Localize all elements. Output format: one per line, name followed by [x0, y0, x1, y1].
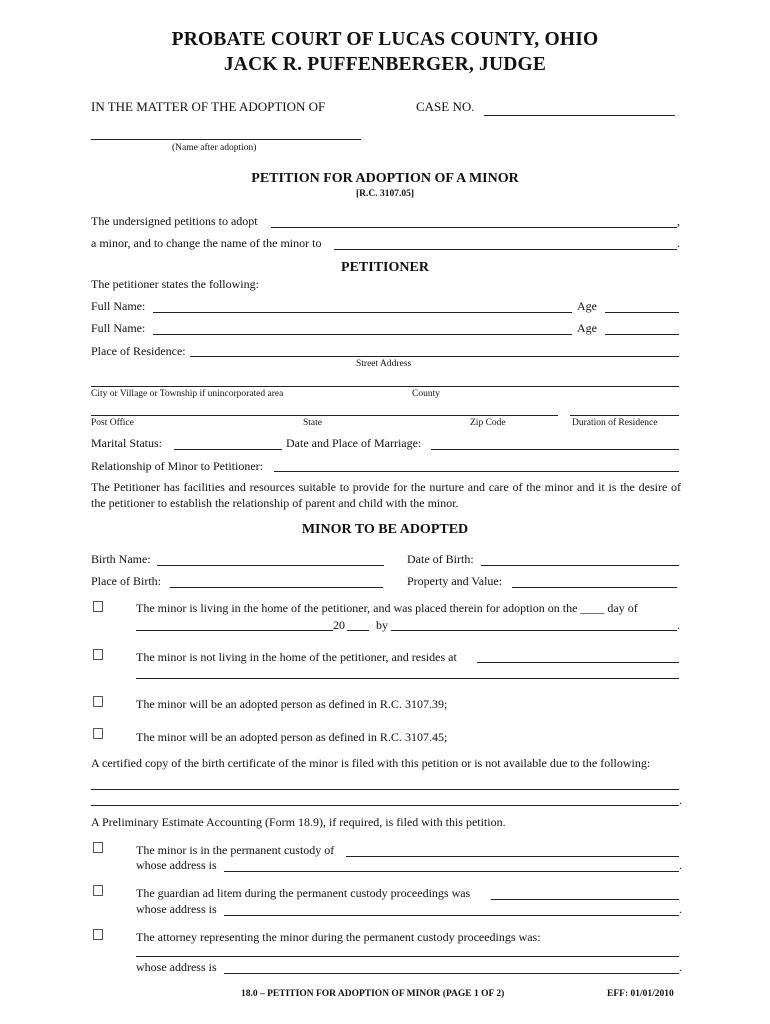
birth-certificate-text: A certified copy of the birth certificate of the minor is filed with this petition or is not available due to the following: [91, 756, 651, 770]
attorney-text: The attorney representing the minor during the permanent custody proceedings was: [136, 930, 541, 944]
custody-address-label: whose address is [136, 858, 217, 872]
street-address-field[interactable] [190, 356, 679, 357]
guardian-text: The guardian ad litem during the permanent custody proceedings was [136, 886, 471, 900]
dob-label: Date of Birth: [407, 552, 474, 566]
birth-name-label: Birth Name: [91, 552, 151, 566]
footer-effective: EFF: 01/01/2010 [607, 989, 674, 999]
placed-by-field[interactable] [391, 630, 677, 631]
county-caption: County [412, 389, 440, 399]
state-caption: State [303, 418, 322, 428]
adopted-3107-45-text: The minor will be an adopted person as defined in R.C. 3107.45; [136, 730, 448, 744]
court-title: PROBATE COURT OF LUCAS COUNTY, OHIO [171, 29, 599, 50]
new-name-field[interactable] [334, 249, 677, 250]
full-name-field-1[interactable] [153, 312, 572, 313]
age-label-2: Age [577, 321, 597, 335]
duration-caption: Duration of Residence [572, 418, 658, 428]
full-name-label-1: Full Name: [91, 299, 146, 313]
post-office-field[interactable] [91, 415, 558, 416]
guardian-checkbox[interactable] [93, 885, 103, 896]
permanent-custody-checkbox[interactable] [93, 842, 103, 853]
adopt-label: The undersigned petitions to adopt [91, 214, 258, 228]
adopt-field[interactable] [271, 227, 677, 228]
comma: , [677, 214, 680, 228]
relationship-label: Relationship of Minor to Petitioner: [91, 459, 263, 473]
living-year-prefix: 20 [333, 618, 345, 632]
attorney-field[interactable] [136, 956, 679, 957]
post-office-caption: Post Office [91, 418, 134, 428]
not-living-text: The minor is not living in the home of the petitioner, and resides at [136, 650, 457, 664]
period-2: . [677, 618, 680, 632]
change-name-label: a minor, and to change the name of the minor to [91, 236, 322, 250]
petitioner-heading: PETITIONER [341, 260, 429, 275]
adoptee-name-field[interactable] [91, 139, 361, 140]
attorney-address-field[interactable] [224, 973, 679, 974]
living-in-home-text: The minor is living in the home of the petitioner, and was placed therein for adoption on the ____ day of [136, 601, 638, 615]
birth-certificate-field-1[interactable] [91, 789, 679, 790]
living-by-label: by [376, 618, 388, 632]
full-name-label-2: Full Name: [91, 321, 146, 335]
resides-at-field[interactable] [477, 662, 679, 663]
period-3: . [679, 793, 682, 807]
residence-label: Place of Residence: [91, 344, 186, 358]
period: . [677, 236, 680, 250]
age-label-1: Age [577, 299, 597, 313]
preliminary-estimate-text: A Preliminary Estimate Accounting (Form 18.9), if required, is filed with this petition. [91, 815, 506, 829]
guardian-field[interactable] [491, 899, 679, 900]
judge-name: JACK R. PUFFENBERGER, JUDGE [223, 54, 547, 75]
duration-field[interactable] [570, 415, 679, 416]
case-no-field[interactable] [484, 115, 675, 116]
custody-address-field[interactable] [224, 871, 679, 872]
facilities-text: The Petitioner has facilities and resources suitable to provide for the nurture and care of the minor and it is the desire of the petitioner to establish the relationship of parent and child with the minor. [91, 480, 681, 510]
footer-form-title: 18.0 – PETITION FOR ADOPTION OF MINOR (PAGE 1 OF 2) [241, 989, 505, 999]
adopted-3107-39-text: The minor will be an adopted person as defined in R.C. 3107.39; [136, 697, 448, 711]
adopted-3107-45-checkbox[interactable] [93, 728, 103, 739]
statute-ref: [R.C. 3107.05] [355, 189, 415, 199]
living-in-home-checkbox[interactable] [93, 601, 103, 612]
marital-status-field[interactable] [174, 449, 282, 450]
age-field-2[interactable] [605, 334, 679, 335]
minor-heading: MINOR TO BE ADOPTED [301, 522, 469, 537]
birth-name-field[interactable] [157, 565, 384, 566]
permanent-custody-text: The minor is in the permanent custody of [136, 843, 335, 857]
city-caption: City or Village or Township if unincorporated area [91, 389, 284, 399]
marital-status-label: Marital Status: [91, 436, 162, 450]
city-county-field[interactable] [91, 386, 679, 387]
permanent-custody-field[interactable] [346, 856, 679, 857]
property-field[interactable] [512, 587, 677, 588]
full-name-field-2[interactable] [153, 334, 572, 335]
property-label: Property and Value: [407, 574, 503, 588]
living-date-field[interactable] [136, 630, 333, 631]
zip-caption: Zip Code [470, 418, 506, 428]
adopted-3107-39-checkbox[interactable] [93, 696, 103, 707]
period-5: . [679, 902, 682, 916]
age-field-1[interactable] [605, 312, 679, 313]
attorney-address-label: whose address is [136, 960, 217, 974]
case-no-label: CASE NO. [416, 99, 475, 114]
marriage-field[interactable] [431, 449, 679, 450]
marriage-label: Date and Place of Marriage: [286, 436, 422, 450]
not-living-checkbox[interactable] [93, 649, 103, 660]
period-6: . [679, 960, 682, 974]
living-year-field[interactable] [347, 630, 369, 631]
pob-field[interactable] [170, 587, 383, 588]
birth-certificate-field-2[interactable] [91, 805, 679, 806]
dob-field[interactable] [481, 565, 679, 566]
name-after-adoption-caption: (Name after adoption) [172, 143, 257, 153]
relationship-field[interactable] [274, 471, 679, 472]
period-4: . [679, 858, 682, 872]
pob-label: Place of Birth: [91, 574, 161, 588]
street-address-caption: Street Address [356, 359, 412, 369]
guardian-address-label: whose address is [136, 902, 217, 916]
resides-at-field-2[interactable] [136, 678, 679, 679]
petition-title: PETITION FOR ADOPTION OF A MINOR [251, 171, 519, 186]
guardian-address-field[interactable] [224, 915, 679, 916]
attorney-checkbox[interactable] [93, 929, 103, 940]
petitioner-states: The petitioner states the following: [91, 277, 259, 291]
matter-label: IN THE MATTER OF THE ADOPTION OF [91, 99, 326, 114]
